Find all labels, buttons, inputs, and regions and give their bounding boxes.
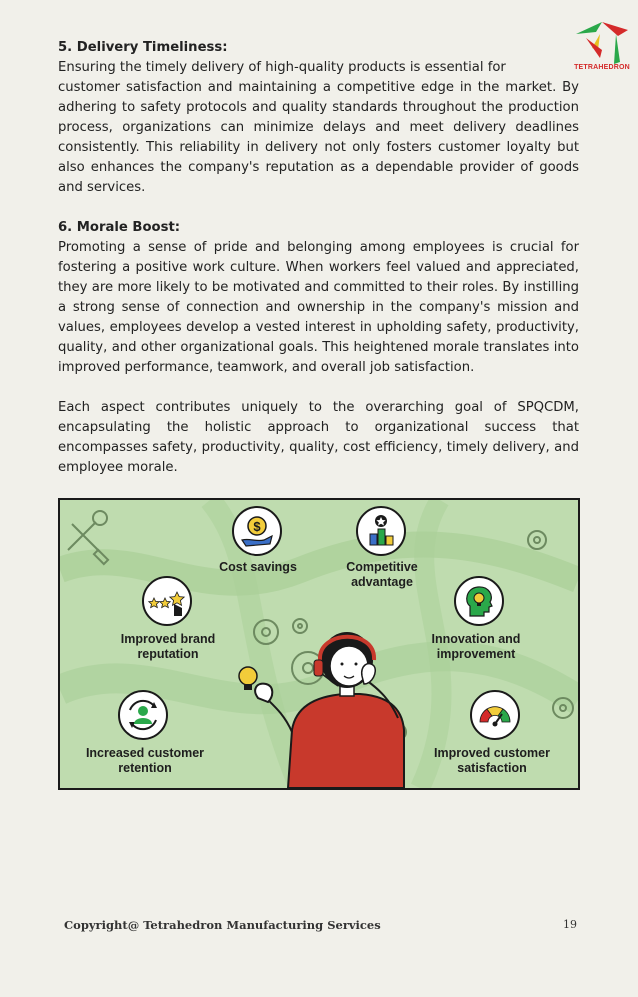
- satisfaction-gauge-icon: [470, 690, 520, 740]
- cost-savings-label: Cost savings: [219, 560, 297, 574]
- gear-icon: [528, 531, 546, 549]
- gear-icon: [293, 619, 307, 633]
- cost-savings-icon: [232, 506, 282, 556]
- satisfaction-label: Improved customer satisfaction: [433, 746, 550, 775]
- logo-wordmark: TETRAHEDRON: [574, 64, 630, 71]
- retention-label: Increased customer retention: [85, 746, 205, 775]
- competitive-advantage-icon: [356, 506, 406, 556]
- closing-paragraph: Each aspect contributes uniquely to the overarching goal of SPQCDM, encapsulating the holistic approach to organizational success that encompasses safety, productivity, quality, cost efficiency, timely delivery, and employee morale.: [58, 400, 579, 475]
- customer-cycle-icon: [118, 690, 168, 740]
- head-lightbulb-icon: [454, 576, 504, 626]
- stars-rating-icon: [142, 576, 192, 626]
- footer-copyright: Copyright@ Tetrahedron Manufacturing Services: [64, 918, 381, 932]
- section-heading: 5. Delivery Timeliness:: [58, 40, 228, 55]
- spqcdm-infographic: [58, 498, 580, 790]
- section-heading: 6. Morale Boost:: [58, 220, 181, 235]
- main-content: [58, 38, 579, 478]
- page-number: 19: [563, 918, 577, 931]
- competitive-advantage-label: Competitive advantage: [346, 560, 418, 589]
- improved-brand-label: Improved brand reputation: [120, 632, 216, 661]
- svg-text:$: $: [253, 519, 261, 534]
- innovation-label: Innovation and improvement: [431, 632, 521, 661]
- section-first-line: Ensuring the timely delivery of high-quality products is essential for: [58, 60, 506, 75]
- section-body: customer satisfaction and maintaining a competitive edge in the market. By adhering to safety protocols and quality standards throughout the production process, organizations can minimize delays and meet delivery deadlines consistently. This reliability in delivery not only fosters customer loyalty but also enhances the company's reputation as a dependable provider of goods and services.: [58, 80, 579, 195]
- section-body: Promoting a sense of pride and belonging among employees is crucial for fostering a positive work culture. When workers feel valued and appreciated, they are more likely to be motivated and committed to their roles. By instilling a strong sense of connection and ownership in the company's mission and values, employees develop a vested interest in upholding safety, productivity, quality, and other organizational goals. This heightened morale translates into improved performance, teamwork, and overall job satisfaction.: [58, 240, 579, 375]
